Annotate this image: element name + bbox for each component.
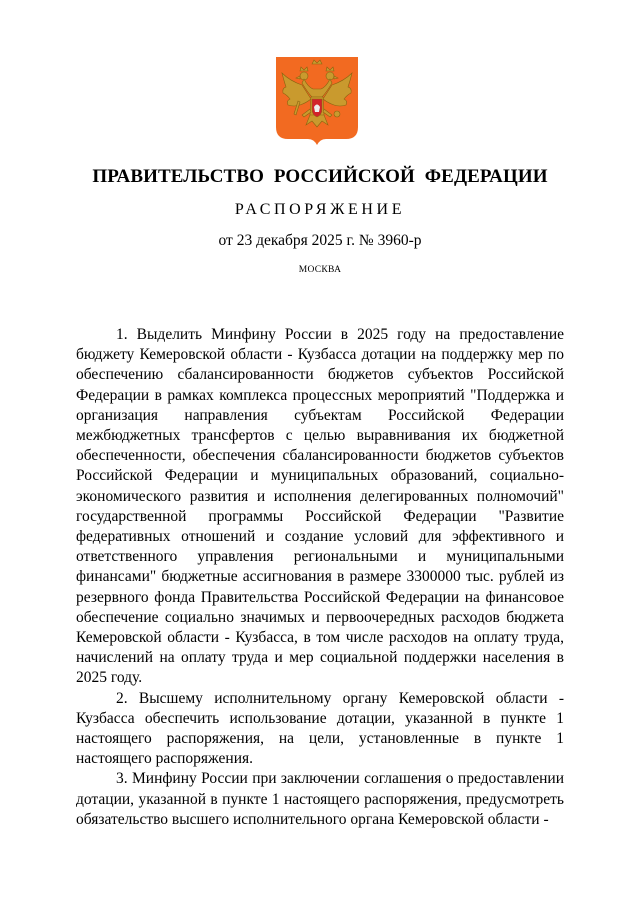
document-body xyxy=(76,325,564,830)
paragraph-3: 3. Минфину России при заключении соглашения о предоставлении дотации, указанной в пункте 1 настоящего распоряжения, предусмотреть обязательство высшего исполнительного органа Кемеровской области - xyxy=(76,770,564,828)
document-date-number: от 23 декабря 2025 г. № 3960-р xyxy=(218,232,422,249)
government-title: ПРАВИТЕЛЬСТВО РОССИЙСКОЙ ФЕДЕРАЦИИ xyxy=(92,166,548,187)
document-type: РАСПОРЯЖЕНИЕ xyxy=(234,201,406,218)
paragraph-1: 1. Выделить Минфину России в 2025 году на предоставление бюджету Кемеровской области - Кузбасса дотации на поддержку мер по обеспечению сбалансированности бюджетов субъектов Российской Федерации в рамках комплекса процессных мероприятий "Поддержка и организация направления субъектам Российской Федерации межбюджетных трансфертов с целью выравнивания их бюджетной обеспеченности, обеспечения сбалансированности бюджетов субъектов Российской Федерации и муниципальных образований, социально-экономического развития и исполнения делегированных полномочий" государственной программы Российской Федерации "Развитие федеративных отношений и создание условий для эффективного и ответственного управления региональными и муниципальными финансами" бюджетные ассигнования в размере 3300000 тыс. рублей из резервного фонда Правительства Российской Федерации на финансовое обеспечение социально значимых и первоочередных расходов бюджета Кемеровской области - Кузбасса, в том числе расходов на оплату труда, начислений на оплату труда и мер социальной поддержки населения в 2025 году. xyxy=(76,326,564,687)
paragraph-2: 2. Высшему исполнительному органу Кемеровской области - Кузбасса обеспечить использование дотации, указанной в пункте 1 настоящего распоряжения, на цели, установленные в пункте 1 настоящего распоряжения. xyxy=(76,689,564,768)
coat-of-arms-emblem xyxy=(276,57,358,145)
document-city: МОСКВА xyxy=(298,265,342,275)
